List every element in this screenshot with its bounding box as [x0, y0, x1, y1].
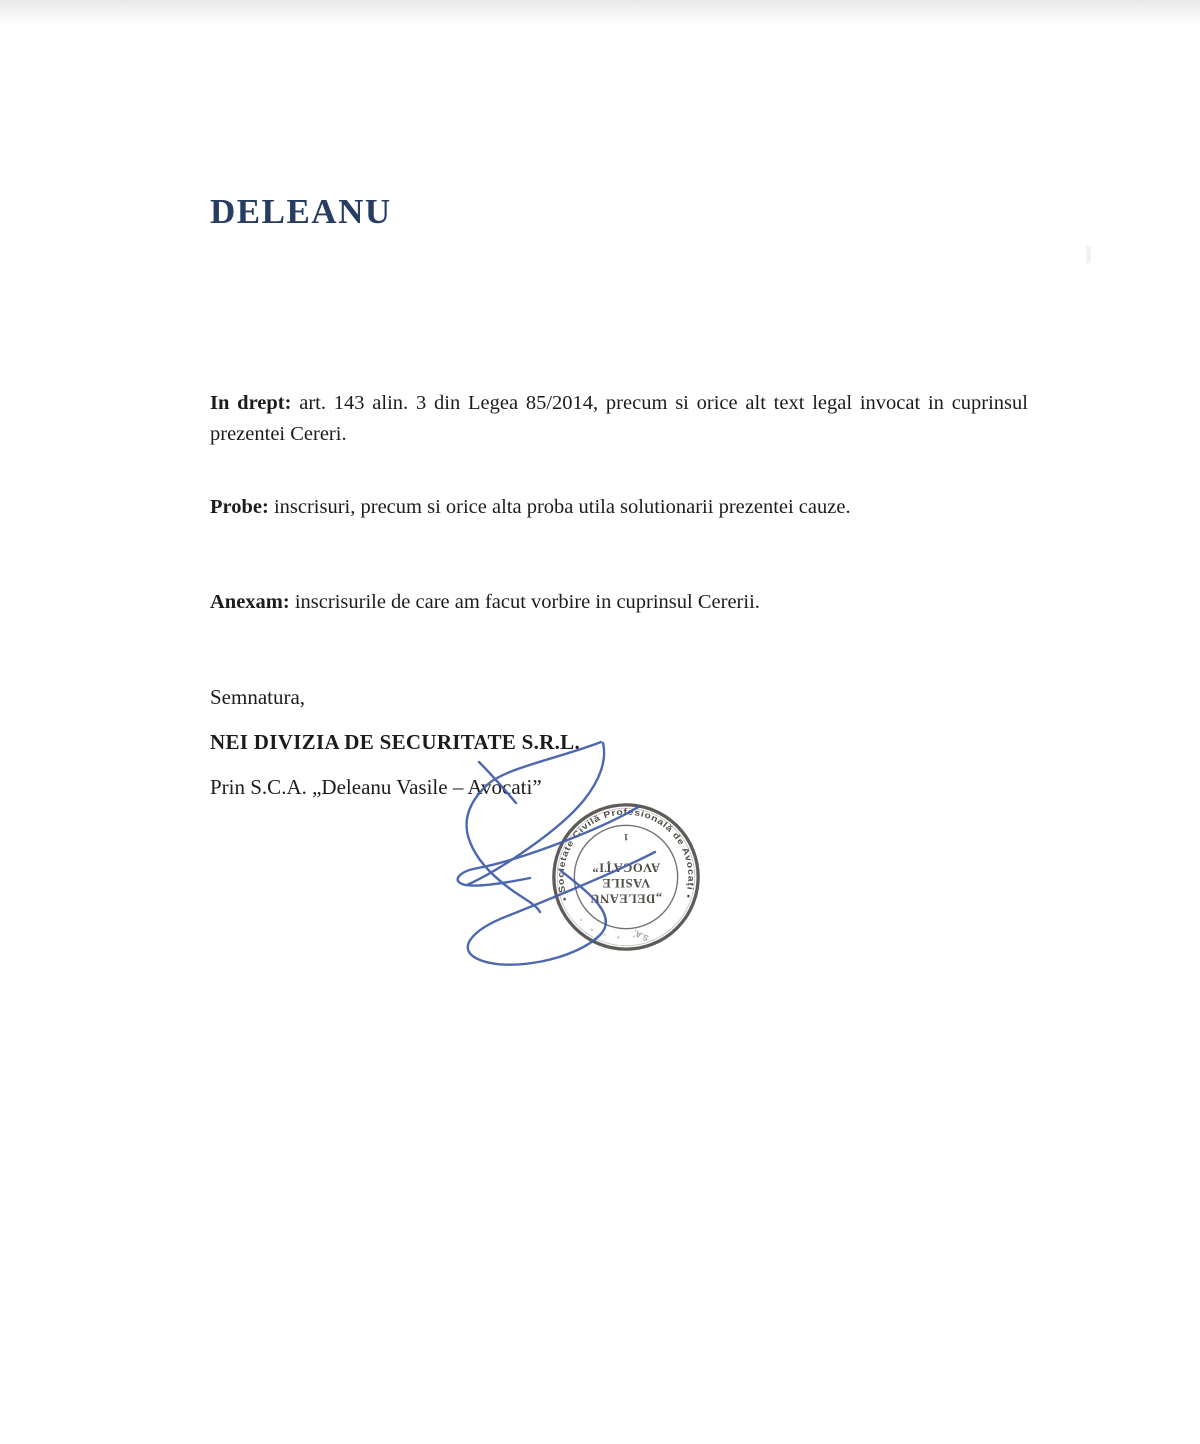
stamp-center-line-3: AVOCAŢI” — [591, 860, 661, 875]
stamp-center-line-2: VASILE — [601, 875, 651, 890]
signature-strokes — [458, 742, 655, 965]
handwritten-signature — [440, 725, 680, 975]
paragraph-text-in-drept: art. 143 alin. 3 din Legea 85/2014, precum si orice alt text legal invocat in cuprinsul prezentei Cereri. — [210, 392, 1028, 445]
paragraph-label-anexam: Anexam: — [210, 591, 290, 613]
signature-stroke-3 — [458, 806, 640, 886]
paragraph-label-probe: Probe: — [210, 496, 269, 518]
paragraph-text-anexam: inscrisurile de care am facut vorbire in cuprinsul Cererii. — [289, 591, 760, 613]
signature-stroke-5 — [479, 762, 516, 803]
stamp-arc-label-text: • Societate Civilă Profesională de Avocaţi • — [555, 806, 697, 903]
paragraph-anexam — [210, 587, 1028, 618]
signature-caption: Semnatura, — [210, 685, 306, 709]
paragraph-in-drept — [210, 388, 1028, 450]
scan-artifact — [1086, 246, 1091, 263]
stamp-center-line-1: „DELEANU — [589, 891, 663, 906]
law-firm-line: Prin S.C.A. „Deleanu Vasile – Avocati” — [210, 775, 542, 799]
scan-edge-shadow — [0, 0, 1200, 26]
paragraph-label-in-drept: In drept: — [210, 392, 292, 414]
stamp-number: 1 — [623, 831, 629, 843]
deleanu-logo: DELEANU — [210, 192, 392, 231]
company-name: NEI DIVIZIA DE SECURITATE S.R.L. — [210, 730, 581, 754]
paragraph-text-probe: inscrisuri, precum si orice alta proba utila solutionarii prezentei cauze. — [268, 496, 851, 518]
paragraph-probe — [210, 492, 1028, 523]
stamp-footer-text: S.A. — [631, 927, 651, 943]
